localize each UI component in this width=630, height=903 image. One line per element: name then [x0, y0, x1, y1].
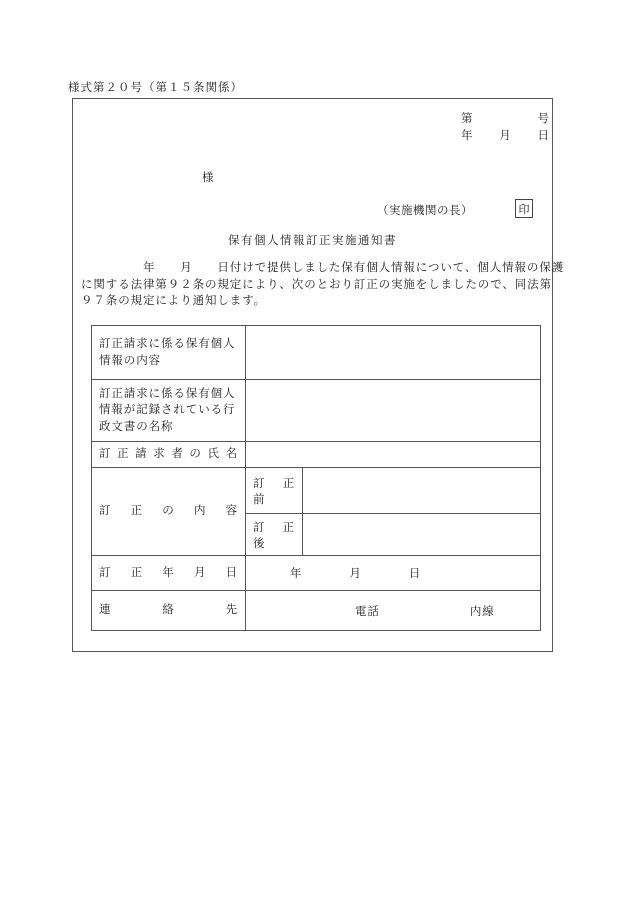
correction-before-value-cell [303, 468, 541, 514]
correction-date-value-cell [246, 556, 541, 591]
correction-after-label: 訂 正 後 [246, 514, 303, 556]
form-border-box [72, 98, 565, 652]
seal-mark: 印 [518, 203, 530, 216]
table-row-document-name [92, 380, 541, 442]
date-day-label: 日 [537, 130, 549, 142]
personal-info-value-cell [246, 326, 541, 380]
table-row-correction-before [92, 468, 541, 514]
requester-name-value-cell [246, 442, 541, 468]
correction-date-day-label: 日 [408, 568, 422, 580]
correction-content-label: 訂 正 の 内 容 [92, 468, 246, 556]
date-month-label: 月 [499, 130, 511, 142]
form-number-label: 様式第２０号（第１５条関係） [68, 82, 243, 94]
contact-phone-label: 電話 [355, 605, 380, 618]
form-table [91, 325, 541, 631]
contact-value [253, 603, 533, 619]
doc-number-line [461, 110, 549, 126]
requester-name-label: 訂 正 請 求 者 の 氏 名 [92, 442, 246, 468]
date-year-label: 年 [461, 130, 473, 142]
paragraph-line-1: 年 月 日付けで提供しました保有個人情報について、個人情報の保護 [81, 262, 565, 274]
correction-date-year-label: 年 [290, 568, 303, 580]
addressee-honorific: 様 [202, 172, 214, 184]
paragraph-line-2: に関する法律第９２条の規定により、次のとおり訂正の実施をしましたので、同法第 [81, 278, 552, 291]
document-name-value-cell [246, 380, 541, 442]
contact-value-cell [246, 591, 541, 631]
correction-date-value [253, 565, 533, 581]
paragraph-line-3: ９７条の規定により通知します。 [81, 295, 267, 307]
table-row-requester-name [92, 442, 541, 468]
table-row-personal-info [92, 326, 541, 380]
doc-number-prefix: 第 [461, 113, 473, 125]
seal-mark-box [515, 199, 533, 218]
table-row-correction-date [92, 556, 541, 591]
document-name-label: 訂正請求に係る保有個人情報が記録されている行政文書の名称 [92, 380, 246, 442]
correction-before-label: 訂 正 前 [246, 468, 303, 514]
contact-extension-label: 内線 [469, 605, 495, 618]
document-title: 保有個人情報訂正実施通知書 [228, 235, 397, 247]
issuer-label: （実施機関の長） [377, 205, 473, 217]
issue-date-line [461, 127, 549, 143]
table-row-contact [92, 591, 541, 631]
doc-number-suffix: 号 [537, 113, 549, 125]
contact-label: 連 絡 先 [92, 591, 246, 631]
correction-after-value-cell [303, 514, 541, 556]
personal-info-label: 訂正請求に係る保有個人情報の内容 [92, 326, 246, 380]
correction-date-label: 訂 正 年 月 日 [92, 556, 246, 591]
correction-date-month-label: 月 [349, 568, 362, 580]
body-paragraph [81, 260, 565, 310]
